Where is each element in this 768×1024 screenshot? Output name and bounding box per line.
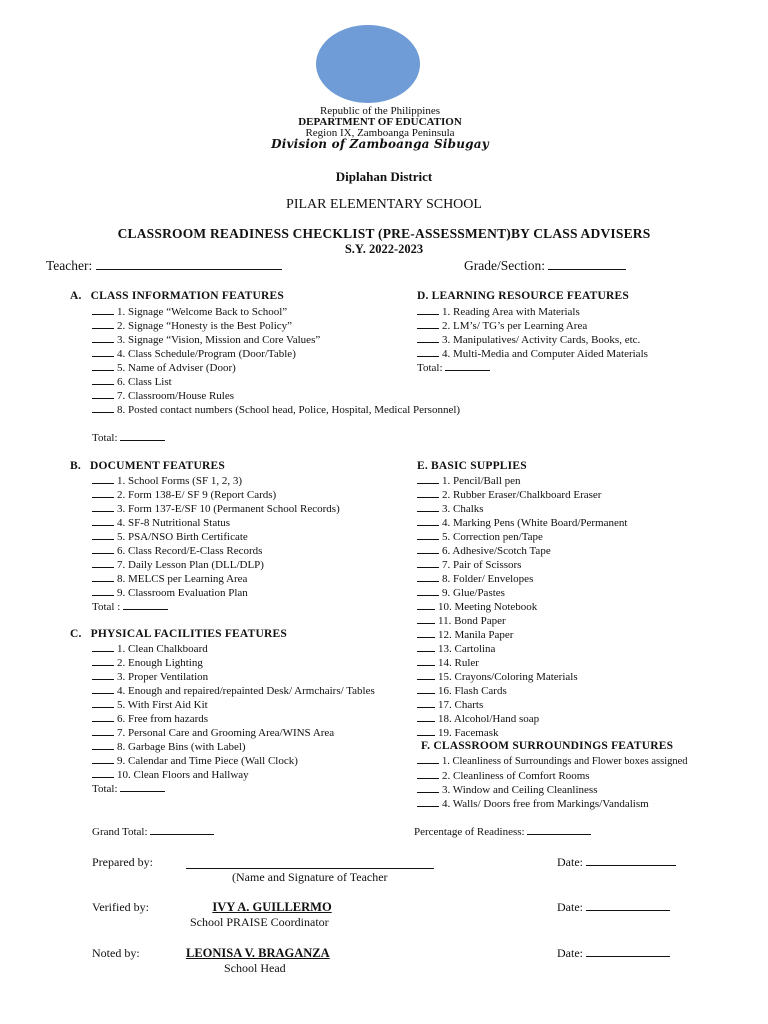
check-blank[interactable] xyxy=(92,595,114,596)
check-blank[interactable] xyxy=(92,567,114,568)
date-input-line[interactable] xyxy=(586,956,670,957)
item-text: 7. Personal Care and Grooming Area/WINS Area xyxy=(117,727,335,739)
check-blank[interactable] xyxy=(417,721,435,722)
check-blank[interactable] xyxy=(417,763,439,764)
checklist-item xyxy=(417,586,627,600)
check-blank[interactable] xyxy=(417,328,439,329)
check-blank[interactable] xyxy=(92,777,114,778)
section-b-list xyxy=(92,474,340,614)
percentage-input-line[interactable] xyxy=(527,834,591,835)
item-text: 4. Marking Pens (White Board/Permanent xyxy=(442,517,628,529)
school-year: S.Y. 2022-2023 xyxy=(344,242,424,256)
check-blank[interactable] xyxy=(92,412,114,413)
total-label: Total: xyxy=(92,783,118,795)
item-text: 6. Free from hazards xyxy=(117,713,209,725)
item-text: 9. Classroom Evaluation Plan xyxy=(117,587,248,599)
check-blank[interactable] xyxy=(92,679,114,680)
item-text: 10. Clean Floors and Hallway xyxy=(117,769,249,781)
item-text: 4. Multi-Media and Computer Aided Materials xyxy=(442,348,648,360)
item-text: 4. SF-8 Nutritional Status xyxy=(117,517,231,529)
checklist-item xyxy=(92,474,340,488)
item-text: 1. Pencil/Ball pen xyxy=(442,475,521,487)
section-c-heading xyxy=(70,628,287,640)
check-blank[interactable] xyxy=(417,637,435,638)
check-blank[interactable] xyxy=(417,356,439,357)
section-c-list xyxy=(92,642,375,796)
checklist-item xyxy=(417,305,648,319)
item-text: 1. Signage “Welcome Back to School” xyxy=(117,306,288,318)
grand-total-label: Grand Total: xyxy=(92,826,148,838)
total-label: Total: xyxy=(92,432,118,444)
item-text: 7. Daily Lesson Plan (DLL/DLP) xyxy=(117,559,264,571)
date-input-line[interactable] xyxy=(586,910,670,911)
checklist-item xyxy=(92,502,340,516)
teacher-field xyxy=(46,258,282,274)
check-blank[interactable] xyxy=(92,384,114,385)
total-input-line[interactable] xyxy=(120,791,165,792)
letterhead-line-1: Republic of the Philippines xyxy=(319,105,441,117)
check-blank[interactable] xyxy=(417,553,439,554)
check-blank[interactable] xyxy=(417,806,439,807)
item-text: 8. Garbage Bins (with Label) xyxy=(117,741,246,753)
checklist-item xyxy=(92,305,460,319)
check-blank[interactable] xyxy=(417,595,439,596)
total-input-line[interactable] xyxy=(120,440,165,441)
section-d-list xyxy=(417,305,648,375)
check-blank[interactable] xyxy=(92,553,114,554)
check-blank[interactable] xyxy=(417,511,439,512)
check-blank[interactable] xyxy=(417,623,435,624)
prepared-date-field xyxy=(557,855,676,870)
section-b-total xyxy=(92,600,340,614)
checklist-item xyxy=(92,544,340,558)
section-c-letter: C. xyxy=(70,628,82,640)
checklist-item xyxy=(417,347,648,361)
section-e-heading: E. BASIC SUPPLIES xyxy=(417,460,527,472)
grade-section-label: Grade/Section: xyxy=(464,258,545,273)
check-blank[interactable] xyxy=(417,679,435,680)
total-input-line[interactable] xyxy=(445,370,490,371)
check-blank[interactable] xyxy=(417,539,439,540)
checklist-item xyxy=(417,755,688,769)
checklist-item xyxy=(417,516,627,530)
grade-section-field xyxy=(464,258,626,274)
item-text: 8. MELCS per Learning Area xyxy=(117,573,248,585)
checklist-item xyxy=(92,516,340,530)
item-text: 2. Enough Lighting xyxy=(117,657,203,669)
check-blank[interactable] xyxy=(92,707,114,708)
check-blank[interactable] xyxy=(417,651,435,652)
check-blank[interactable] xyxy=(417,792,439,793)
item-text: 18. Alcohol/Hand soap xyxy=(438,713,540,725)
checklist-item xyxy=(92,361,460,375)
letterhead xyxy=(268,106,492,150)
section-e-list xyxy=(417,474,627,740)
item-text: 8. Posted contact numbers (School head, Police, Hospital, Medical Personnel) xyxy=(117,404,461,416)
check-blank[interactable] xyxy=(92,314,114,315)
section-b-letter: B. xyxy=(70,460,81,472)
checklist-item xyxy=(92,375,460,389)
checklist-item xyxy=(417,530,627,544)
checklist-item xyxy=(417,698,627,712)
total-label: Total : xyxy=(92,601,121,613)
check-blank[interactable] xyxy=(92,693,114,694)
checklist-item xyxy=(417,642,627,656)
date-label: Date: xyxy=(557,946,583,960)
checklist-item xyxy=(92,698,375,712)
item-text: 3. Signage “Vision, Mission and Core Values” xyxy=(117,334,321,346)
check-blank[interactable] xyxy=(92,497,114,498)
item-text: 8. Folder/ Envelopes xyxy=(442,573,534,585)
check-blank[interactable] xyxy=(92,356,114,357)
checklist-item xyxy=(417,628,627,642)
check-blank[interactable] xyxy=(417,707,435,708)
item-text: 14. Ruler xyxy=(438,657,479,669)
checklist-item xyxy=(417,488,627,502)
checklist-item xyxy=(417,726,627,740)
letterhead-line-3: Region IX, Zamboanga Peninsula xyxy=(305,127,455,139)
item-text: 4. Class Schedule/Program (Door/Table) xyxy=(117,348,296,360)
item-text: 3. Manipulatives/ Activity Cards, Books, etc. xyxy=(442,334,641,346)
checklist-item xyxy=(417,474,627,488)
item-text: 3. Chalks xyxy=(442,503,484,515)
checklist-item xyxy=(92,684,375,698)
item-text: 2. Form 138-E/ SF 9 (Report Cards) xyxy=(117,489,277,501)
prepared-by-label: Prepared by: xyxy=(92,855,153,869)
item-text: 10. Meeting Notebook xyxy=(438,601,538,613)
checklist-item xyxy=(92,712,375,726)
checklist-item xyxy=(92,333,460,347)
item-text: 16. Flash Cards xyxy=(438,685,507,697)
checklist-item xyxy=(417,544,627,558)
item-text: 1. Clean Chalkboard xyxy=(117,643,208,655)
grand-total-input-line[interactable] xyxy=(150,834,214,835)
grade-section-input-line[interactable] xyxy=(548,269,626,270)
section-a-total xyxy=(92,431,165,445)
check-blank[interactable] xyxy=(417,735,435,736)
checklist-item xyxy=(417,558,627,572)
checklist-item xyxy=(417,712,627,726)
noted-by-name: LEONISA V. BRAGANZA xyxy=(186,946,330,960)
check-blank[interactable] xyxy=(417,778,439,779)
teacher-input-line[interactable] xyxy=(96,269,282,270)
item-text: 6. Class Record/E-Class Records xyxy=(117,545,263,557)
item-text: 7. Pair of Scissors xyxy=(442,559,522,571)
check-blank[interactable] xyxy=(417,567,439,568)
section-b-heading xyxy=(70,460,225,472)
check-blank[interactable] xyxy=(92,763,114,764)
item-text: 4. Walls/ Doors free from Markings/Vandalism xyxy=(442,798,649,810)
percentage-label: Percentage of Readiness: xyxy=(414,826,525,838)
checklist-item xyxy=(417,572,627,586)
item-text: 5. Correction pen/Tape xyxy=(442,531,543,543)
check-blank[interactable] xyxy=(417,581,439,582)
check-blank[interactable] xyxy=(417,497,439,498)
school-seal-logo xyxy=(316,25,420,103)
item-text: 12. Manila Paper xyxy=(438,629,514,641)
item-text: 2. Cleanliness of Comfort Rooms xyxy=(442,770,590,782)
item-text: 3. Proper Ventilation xyxy=(117,671,209,683)
item-text: 2. LM’s/ TG’s per Learning Area xyxy=(442,320,588,332)
verified-by-label: Verified by: xyxy=(92,900,149,914)
checklist-item xyxy=(92,726,375,740)
checklist-item xyxy=(417,333,648,347)
item-text: 6. Adhesive/Scotch Tape xyxy=(442,545,551,557)
check-blank[interactable] xyxy=(92,525,114,526)
section-f-list xyxy=(417,755,688,811)
checklist-item xyxy=(417,769,688,783)
check-blank[interactable] xyxy=(92,539,114,540)
checklist-item xyxy=(92,403,460,417)
checklist-item xyxy=(417,670,627,684)
checklist-item xyxy=(417,656,627,670)
checklist-item xyxy=(92,558,340,572)
checklist-item xyxy=(417,319,648,333)
section-a-letter: A. xyxy=(70,290,82,302)
item-text: 4. Enough and repaired/repainted Desk/ Armchairs/ Tables xyxy=(117,685,375,697)
letterhead-line-4: Division of Zamboanga Sibugay xyxy=(271,137,489,151)
check-blank[interactable] xyxy=(417,665,435,666)
checklist-item xyxy=(417,797,688,811)
section-a-title: CLASS INFORMATION FEATURES xyxy=(90,290,284,302)
item-text: 19. Facemask xyxy=(438,727,499,739)
section-a-list xyxy=(92,305,460,417)
verified-by-title: School PRAISE Coordinator xyxy=(190,915,329,929)
item-text: 1. Reading Area with Materials xyxy=(442,306,580,318)
date-label: Date: xyxy=(557,855,583,869)
verified-by-name: IVY A. GUILLERMO xyxy=(212,900,332,914)
item-text: 3. Form 137-E/SF 10 (Permanent School Records) xyxy=(117,503,340,515)
prepared-by-caption: (Name and Signature of Teacher xyxy=(232,870,388,884)
checklist-item xyxy=(92,488,340,502)
check-blank[interactable] xyxy=(92,398,114,399)
check-blank[interactable] xyxy=(417,525,439,526)
section-b-title: DOCUMENT FEATURES xyxy=(90,460,225,472)
item-text: 17. Charts xyxy=(438,699,484,711)
checklist-item xyxy=(92,740,375,754)
check-blank[interactable] xyxy=(92,581,114,582)
check-blank[interactable] xyxy=(417,609,435,610)
checklist-item xyxy=(92,389,460,403)
check-blank[interactable] xyxy=(92,665,114,666)
noted-by-title: School Head xyxy=(224,961,286,975)
checklist-item xyxy=(92,754,375,768)
check-blank[interactable] xyxy=(92,328,114,329)
checklist-item xyxy=(417,600,627,614)
check-blank[interactable] xyxy=(92,735,114,736)
checklist-item xyxy=(92,319,460,333)
item-text: 6. Class List xyxy=(117,376,172,388)
check-blank[interactable] xyxy=(92,749,114,750)
total-input-line[interactable] xyxy=(123,609,168,610)
item-text: 7. Classroom/House Rules xyxy=(117,390,235,402)
item-text: 11. Bond Paper xyxy=(438,615,506,627)
checklist-item xyxy=(92,572,340,586)
check-blank[interactable] xyxy=(92,721,114,722)
check-blank[interactable] xyxy=(417,693,435,694)
checklist-item xyxy=(92,656,375,670)
item-text: 5. Name of Adviser (Door) xyxy=(117,362,236,374)
checklist-item xyxy=(92,670,375,684)
section-c-total xyxy=(92,782,375,796)
checklist-item xyxy=(92,768,375,782)
check-blank[interactable] xyxy=(92,342,114,343)
date-input-line[interactable] xyxy=(586,865,676,866)
item-text: 5. With First Aid Kit xyxy=(117,699,208,711)
noted-by-label: Noted by: xyxy=(92,946,140,960)
grand-total-field xyxy=(92,825,214,839)
item-text: 13. Cartolina xyxy=(438,643,496,655)
item-text: 2. Signage “Honesty is the Best Policy” xyxy=(117,320,293,332)
checklist-item xyxy=(417,684,627,698)
item-text: 1. Cleanliness of Surroundings and Flower boxes assigned xyxy=(442,756,688,767)
item-text: 15. Crayons/Coloring Materials xyxy=(438,671,578,683)
checklist-item xyxy=(92,530,340,544)
noted-date-field xyxy=(557,946,670,961)
document-title: CLASSROOM READINESS CHECKLIST (PRE-ASSESSMENT)BY CLASS ADVISERS xyxy=(117,226,651,241)
item-text: 9. Glue/Pastes xyxy=(442,587,505,599)
prepared-by-signature-line[interactable] xyxy=(186,868,434,869)
item-text: 1. School Forms (SF 1, 2, 3) xyxy=(117,475,242,487)
checklist-item xyxy=(92,642,375,656)
district-heading: Diplahan District xyxy=(335,169,433,184)
teacher-label: Teacher: xyxy=(46,258,93,273)
checklist-item xyxy=(417,783,688,797)
percentage-field xyxy=(414,825,591,839)
check-blank[interactable] xyxy=(92,511,114,512)
check-blank[interactable] xyxy=(92,483,114,484)
section-d-heading: D. LEARNING RESOURCE FEATURES xyxy=(417,290,629,302)
date-label: Date: xyxy=(557,900,583,914)
check-blank[interactable] xyxy=(417,342,439,343)
check-blank[interactable] xyxy=(92,651,114,652)
item-text: 5. PSA/NSO Birth Certificate xyxy=(117,531,248,543)
check-blank[interactable] xyxy=(417,483,439,484)
checklist-item xyxy=(417,502,627,516)
section-d-total xyxy=(417,361,648,375)
checklist-item xyxy=(92,347,460,361)
section-a-heading xyxy=(70,290,284,302)
checklist-item xyxy=(92,586,340,600)
letterhead-line-2: DEPARTMENT OF EDUCATION xyxy=(298,116,462,128)
item-text: 2. Rubber Eraser/Chalkboard Eraser xyxy=(442,489,602,501)
school-name: PILAR ELEMENTARY SCHOOL xyxy=(286,197,482,212)
check-blank[interactable] xyxy=(92,370,114,371)
item-text: 9. Calendar and Time Piece (Wall Clock) xyxy=(117,755,298,767)
item-text: 3. Window and Ceiling Cleanliness xyxy=(442,784,598,796)
section-c-title: PHYSICAL FACILITIES FEATURES xyxy=(90,628,287,640)
check-blank[interactable] xyxy=(417,314,439,315)
checklist-item xyxy=(417,614,627,628)
section-f-heading: F. CLASSROOM SURROUNDINGS FEATURES xyxy=(421,740,674,752)
total-label: Total: xyxy=(417,362,443,374)
verified-date-field xyxy=(557,900,670,915)
